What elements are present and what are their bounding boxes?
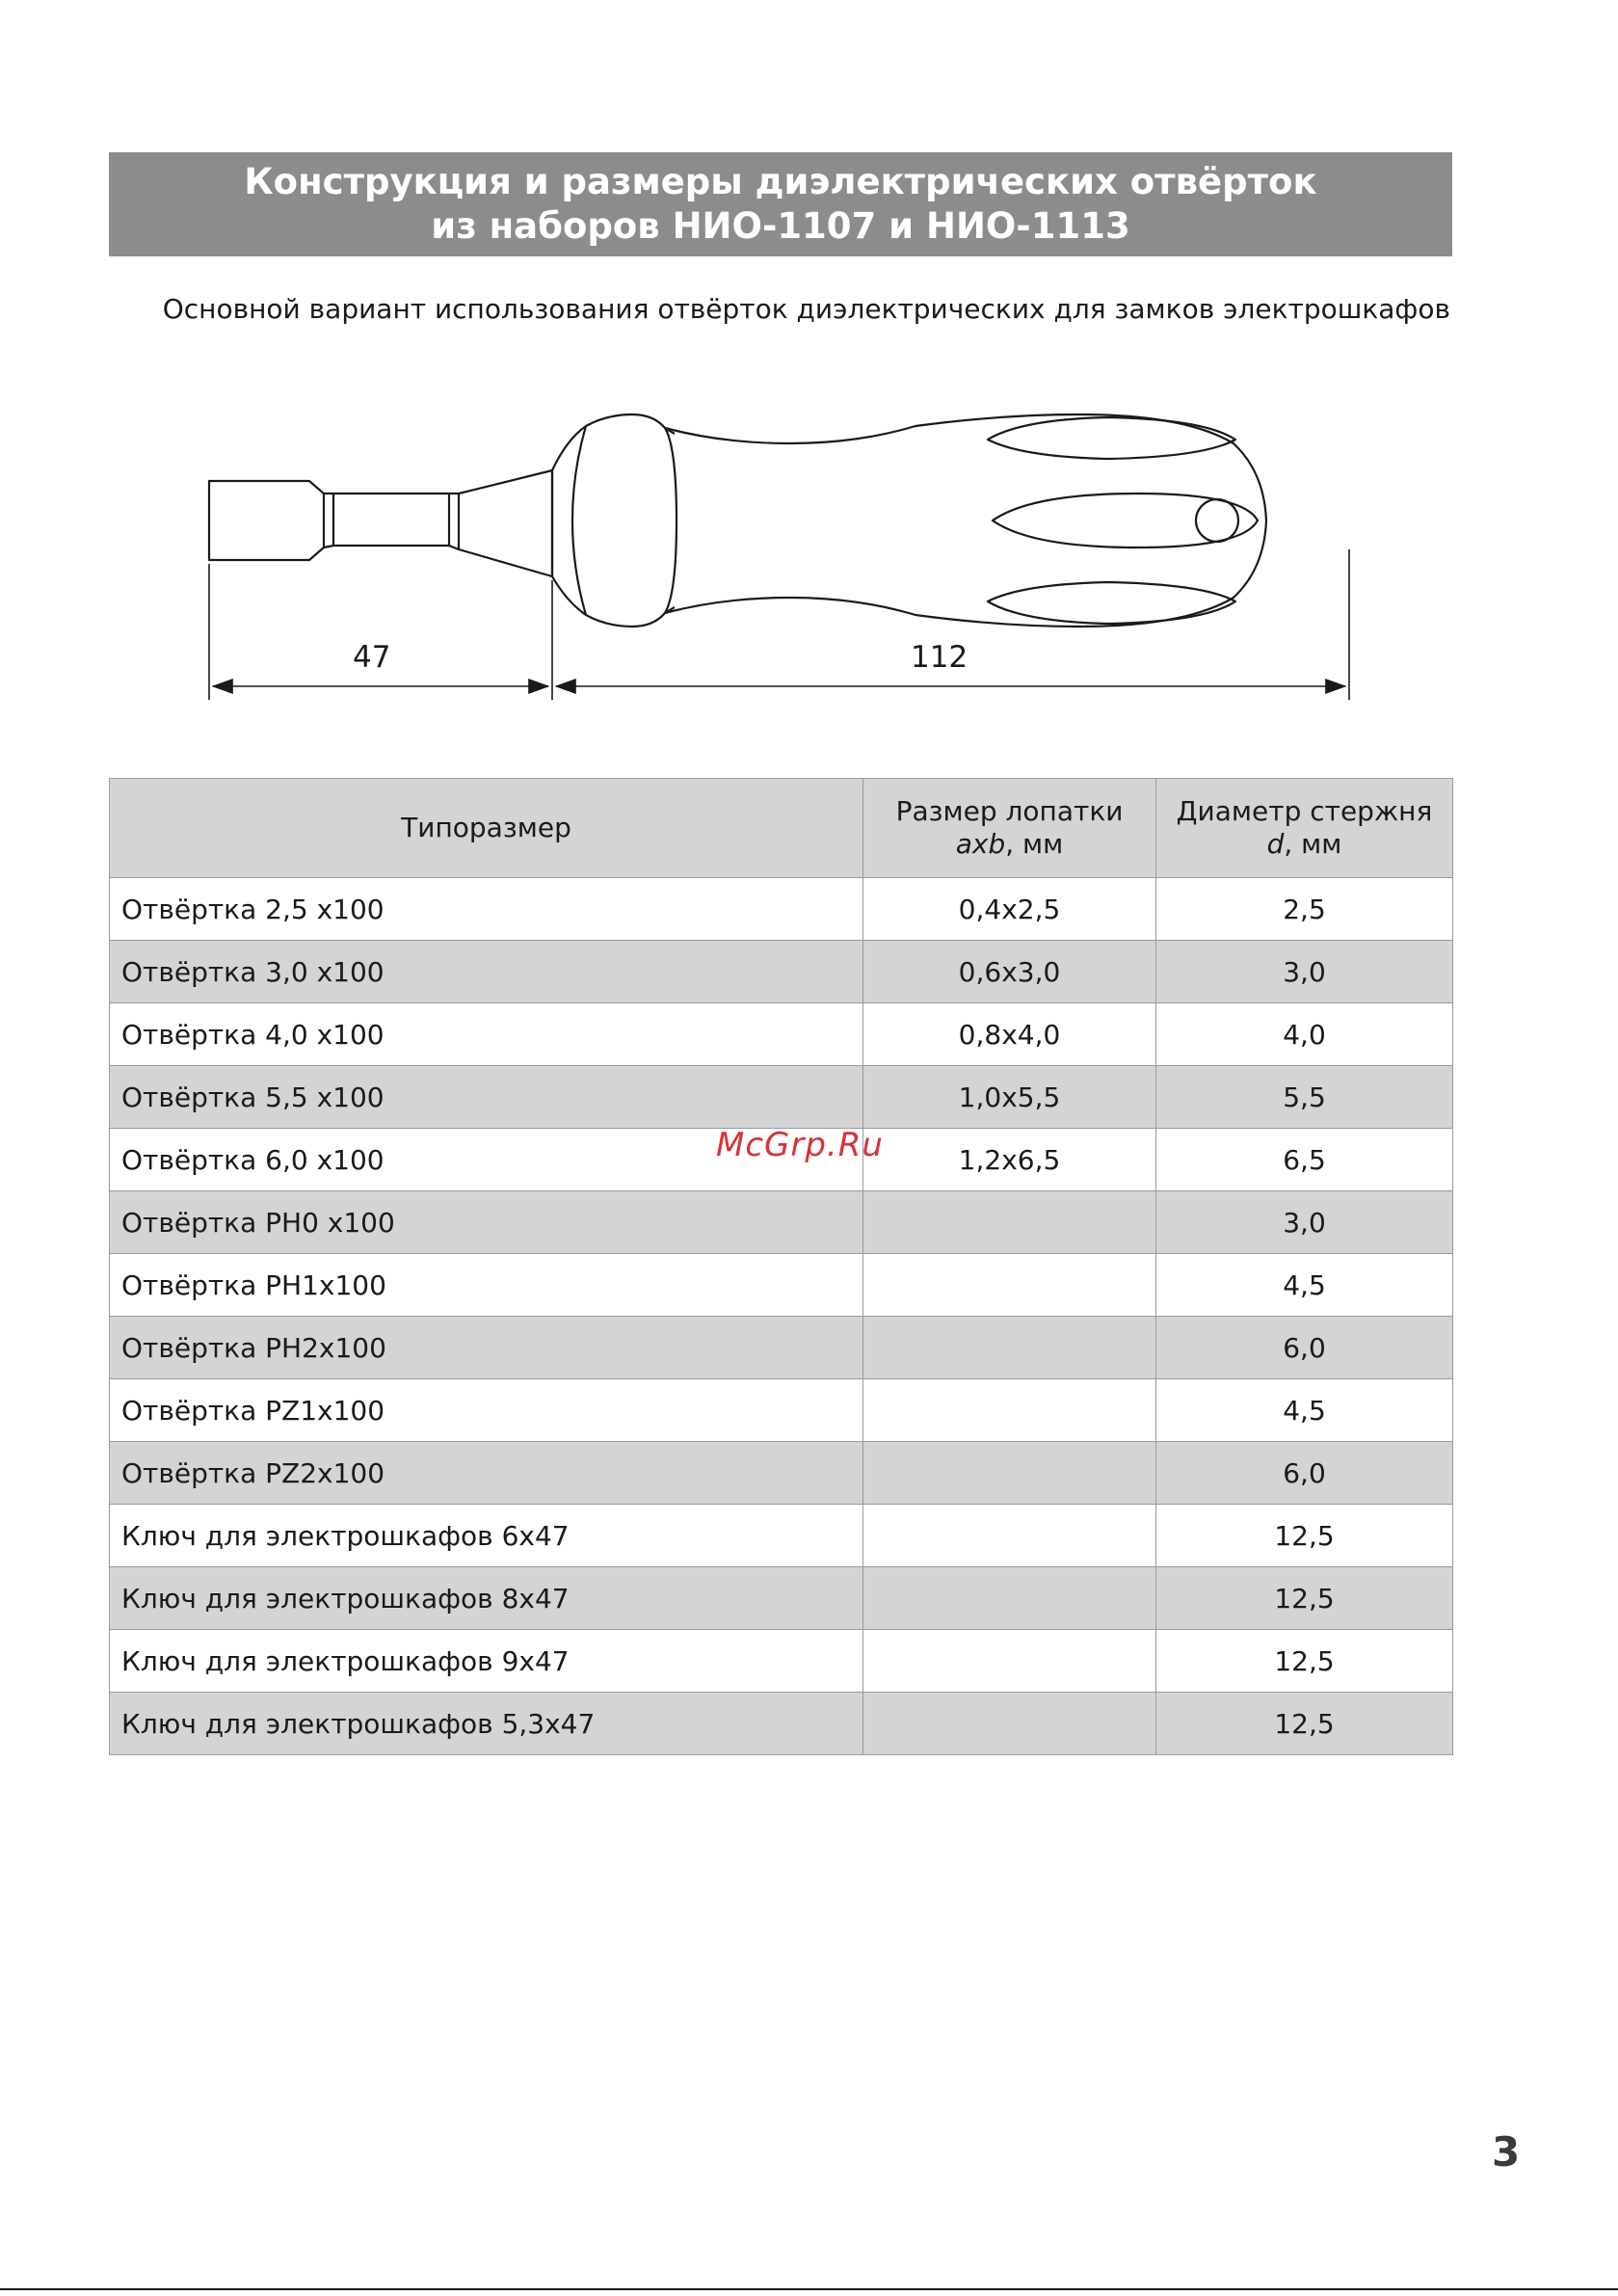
cell-diameter: 6,0 bbox=[1156, 1442, 1453, 1505]
cell-name: Отвёртка PH0 х100 bbox=[110, 1191, 863, 1254]
cell-diameter: 5,5 bbox=[1156, 1066, 1453, 1129]
cell-name: Отвёртка PZ2х100 bbox=[110, 1442, 863, 1505]
cell-blade bbox=[863, 1254, 1156, 1317]
cell-blade bbox=[863, 1567, 1156, 1630]
cell-blade bbox=[863, 1693, 1156, 1755]
cell-blade: 0,6х3,0 bbox=[863, 941, 1156, 1003]
cell-name: Отвёртка PH2х100 bbox=[110, 1317, 863, 1379]
table-row bbox=[110, 1442, 1453, 1505]
cell-name: Ключ для электрошкафов 5,3х47 bbox=[110, 1693, 863, 1755]
dimension-lines bbox=[209, 549, 1349, 700]
cell-name: Ключ для электрошкафов 8х47 bbox=[110, 1567, 863, 1630]
page-number: 3 bbox=[1492, 2128, 1521, 2176]
cell-name: Отвёртка 3,0 х100 bbox=[110, 941, 863, 1003]
cell-blade: 1,0х5,5 bbox=[863, 1066, 1156, 1129]
table-row bbox=[110, 1003, 1453, 1066]
handle-collar bbox=[552, 414, 676, 627]
cell-blade bbox=[863, 1191, 1156, 1254]
table-row bbox=[110, 1254, 1453, 1317]
hang-hole bbox=[1196, 499, 1238, 542]
dimension-label-shaft: 47 bbox=[353, 640, 391, 675]
cell-name: Отвёртка PH1х100 bbox=[110, 1254, 863, 1317]
table-row bbox=[110, 1317, 1453, 1379]
screwdriver-drawing bbox=[183, 405, 1378, 717]
cell-blade bbox=[863, 1505, 1156, 1567]
cell-diameter: 6,5 bbox=[1156, 1129, 1453, 1191]
table-row bbox=[110, 1066, 1453, 1129]
table-row bbox=[110, 1191, 1453, 1254]
spec-table bbox=[109, 778, 1453, 1755]
cell-blade: 0,8х4,0 bbox=[863, 1003, 1156, 1066]
collar-edge bbox=[572, 426, 586, 615]
dimension-label-handle: 112 bbox=[911, 640, 968, 675]
title-line-2: из наборов НИО-1107 и НИО-1113 bbox=[431, 205, 1130, 247]
cell-blade: 0,4х2,5 bbox=[863, 878, 1156, 941]
cell-name: Отвёртка PZ1х100 bbox=[110, 1379, 863, 1442]
screwdriver-diagram bbox=[183, 405, 1378, 713]
socket-tip bbox=[209, 481, 324, 560]
cell-diameter: 4,0 bbox=[1156, 1003, 1453, 1066]
cell-name: Отвёртка 6,0 х100 bbox=[110, 1129, 863, 1191]
cell-diameter: 12,5 bbox=[1156, 1693, 1453, 1755]
table-row bbox=[110, 941, 1453, 1003]
cell-diameter: 6,0 bbox=[1156, 1317, 1453, 1379]
header-blade-size: Размер лопатки axb, мм bbox=[863, 779, 1156, 878]
cell-blade bbox=[863, 1379, 1156, 1442]
cell-diameter: 3,0 bbox=[1156, 1191, 1453, 1254]
header-type-size: Типоразмер bbox=[110, 779, 863, 878]
cell-name: Отвёртка 2,5 х100 bbox=[110, 878, 863, 941]
cell-name: Отвёртка 5,5 х100 bbox=[110, 1066, 863, 1129]
cell-blade bbox=[863, 1317, 1156, 1379]
table-header-row bbox=[110, 779, 1453, 878]
table-row bbox=[110, 1693, 1453, 1755]
title-line-1: Конструкция и размеры диэлектрических отвёрток bbox=[244, 161, 1317, 202]
table-row bbox=[110, 878, 1453, 941]
cell-diameter: 3,0 bbox=[1156, 941, 1453, 1003]
watermark: McGrp.Ru bbox=[716, 1126, 884, 1164]
header-shaft-diameter: Диаметр стержня d, мм bbox=[1156, 779, 1453, 878]
shaft bbox=[324, 494, 449, 547]
title-banner bbox=[109, 152, 1452, 256]
bottom-rule bbox=[0, 2288, 1618, 2290]
cell-diameter: 12,5 bbox=[1156, 1505, 1453, 1567]
cell-name: Отвёртка 4,0 х100 bbox=[110, 1003, 863, 1066]
table-row bbox=[110, 1505, 1453, 1567]
cell-name: Ключ для электрошкафов 6х47 bbox=[110, 1505, 863, 1567]
grip-slot-middle bbox=[993, 494, 1258, 547]
cell-blade bbox=[863, 1442, 1156, 1505]
cell-diameter: 2,5 bbox=[1156, 878, 1453, 941]
table-row bbox=[110, 1379, 1453, 1442]
cell-blade: 1,2х6,5 bbox=[863, 1129, 1156, 1191]
cell-diameter: 12,5 bbox=[1156, 1567, 1453, 1630]
cell-diameter: 4,5 bbox=[1156, 1254, 1453, 1317]
cell-diameter: 12,5 bbox=[1156, 1630, 1453, 1693]
grip-slot-bottom bbox=[988, 582, 1235, 624]
screwdriver-outline bbox=[209, 414, 1266, 627]
table-row bbox=[110, 1567, 1453, 1630]
cell-blade bbox=[863, 1630, 1156, 1693]
grip-slot-top bbox=[988, 417, 1235, 459]
handle-body bbox=[665, 414, 1266, 627]
ferrule bbox=[449, 470, 552, 576]
cell-name: Ключ для электрошкафов 9х47 bbox=[110, 1630, 863, 1693]
table-row bbox=[110, 1630, 1453, 1693]
subtitle: Основной вариант использования отвёрток диэлектрических для замков электрошкафов bbox=[162, 293, 1450, 325]
cell-diameter: 4,5 bbox=[1156, 1379, 1453, 1442]
